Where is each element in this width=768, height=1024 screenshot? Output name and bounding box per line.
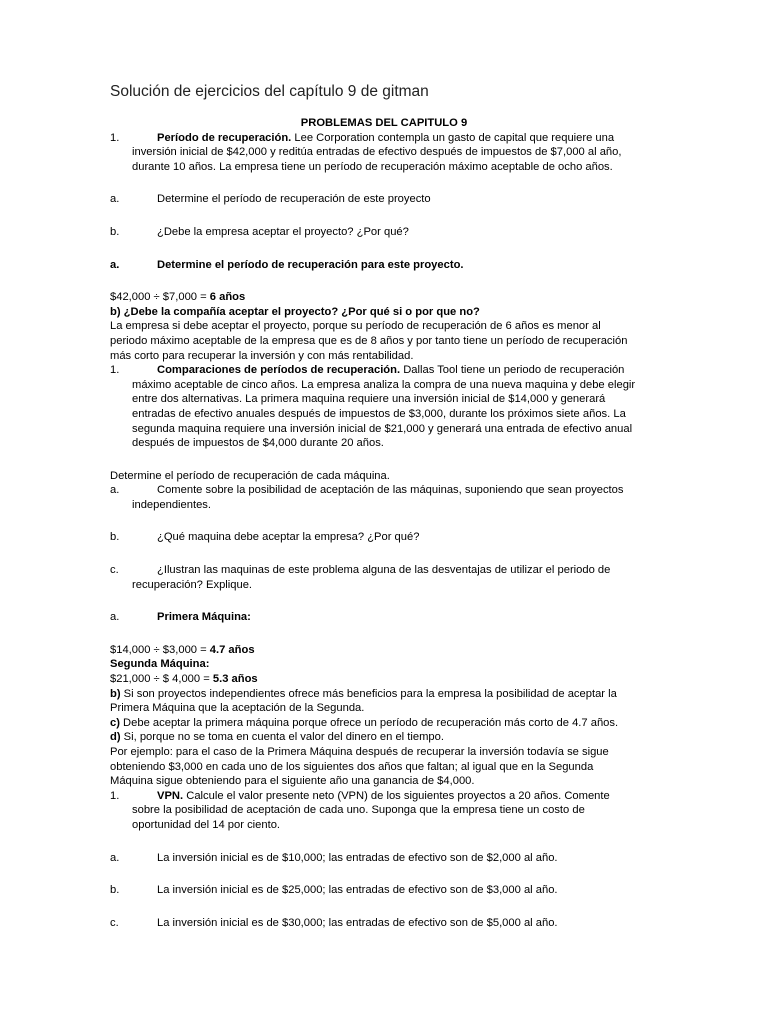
problem-1	[110, 131, 658, 175]
problem-2-instruction: Determine el período de recuperación de cada máquina.	[110, 469, 390, 482]
problem-1-line-1: Lee Corporation contempla un gasto de capital que requiere una	[291, 131, 615, 144]
answer-line-3: más corto para recuperar la inversión y con más rentabilidad.	[110, 349, 414, 362]
problem-3	[110, 789, 658, 833]
problem-2-title: Comparaciones de períodos de recuperación.	[157, 364, 401, 377]
question-text: Comente sobre la posibilidad de aceptación de las máquinas, suponiendo que sean proyectos	[157, 484, 624, 497]
problem-2-line-3: entre dos alternativas. La primera maquina requiere una inversión inicial de $14,000 y generará	[132, 393, 606, 406]
question-letter: c.	[110, 916, 119, 929]
problem-3-question-a	[110, 851, 658, 866]
question-text: La inversión inicial es de $10,000; las entradas de efectivo son de $2,000 al año.	[157, 851, 558, 864]
document-title: Solución de ejercicios del capítulo 9 de gitman	[110, 83, 429, 100]
solution-1-calculation	[110, 290, 658, 305]
problem-3-line-3: oportunidad del 14 por ciento.	[132, 818, 281, 831]
problem-3-line-2: sobre la posibilidad de aceptación de cada uno. Suponga que la empresa tiene un costo de	[132, 804, 585, 817]
problem-1-title: Período de recuperación.	[157, 131, 292, 144]
problem-2	[110, 363, 658, 451]
calculation-text: $21,000 ÷ $ 4,000 =	[110, 673, 213, 686]
calculation-result: 4.7 años	[209, 643, 255, 656]
problem-3-number: 1.	[110, 789, 120, 802]
solution-1-answer	[110, 319, 658, 363]
answer-line-2: periodo máximo aceptable de la empresa que es de 8 años y por tanto tiene un período de recuperación	[110, 334, 628, 347]
question-letter: a.	[110, 193, 120, 206]
question-letter: b.	[110, 531, 120, 544]
solution-2-calculation-1	[110, 643, 658, 658]
question-text: ¿Ilustran las maquinas de este problema alguna de las desventajas de utilizar el periodo de	[157, 564, 611, 577]
question-text: ¿Debe la empresa aceptar el proyecto? ¿Por qué?	[157, 225, 409, 238]
question-letter: a.	[110, 851, 120, 864]
problem-3-title: VPN.	[157, 789, 184, 802]
solution-2-b	[110, 687, 658, 716]
question-text: La inversión inicial es de $30,000; las entradas de efectivo son de $5,000 al año.	[157, 916, 558, 929]
problem-2-line-5: segunda maquina requiere una inversión inicial de $21,000 y generará una entrada de efectivo anual	[132, 422, 633, 435]
problem-1-line-2: inversión inicial de $42,000 y reditúa entradas de efectivo después de impuestos de $7,000 al año,	[132, 146, 622, 159]
question-letter: a.	[110, 484, 120, 497]
solution-2-a	[110, 610, 658, 625]
solution-2-c	[110, 716, 658, 731]
solution-2-second-machine: Segunda Máquina:	[110, 658, 210, 671]
answer-letter: b)	[110, 687, 121, 700]
solution-1-b-question: b) ¿Debe la compañía aceptar el proyecto? ¿Por qué si o por que no?	[110, 305, 480, 318]
problem-2-line-1: Dallas Tool tiene un periodo de recuperación	[400, 364, 625, 377]
question-letter: c.	[110, 564, 119, 577]
question-letter: b.	[110, 225, 120, 238]
calculation-text: $42,000 ÷ $7,000 =	[110, 291, 210, 304]
problem-2-line-4: entradas de efectivo anuales después de impuestos de $3,000, durante los próximos siete años. La	[132, 407, 626, 420]
answer-letter: d)	[110, 731, 121, 744]
example-line-2: obteniendo $3,000 en cada uno de los siguientes dos años que faltan; al igual que en la Segunda	[110, 760, 594, 773]
answer-letter: a.	[110, 258, 120, 271]
problem-1-line-3: durante 10 años. La empresa tiene un período de recuperación máximo aceptable de ocho años.	[132, 160, 613, 173]
calculation-text: $14,000 ÷ $3,000 =	[110, 643, 210, 656]
solution-2-d	[110, 730, 658, 745]
answer-line-2: Primera Máquina que la aceptación de la Segunda.	[110, 702, 365, 715]
answer-heading: Determine el período de recuperación para este proyecto.	[157, 258, 464, 271]
problem-2-question-a	[110, 483, 658, 512]
problem-2-question-b	[110, 530, 658, 545]
problem-3-question-c	[110, 916, 658, 931]
example-line-3: Máquina sigue obteniendo para el siguiente año una ganancia de $4,000.	[110, 775, 475, 788]
solution-2-calculation-2	[110, 672, 658, 687]
chapter-heading: PROBLEMAS DEL CAPITULO 9	[300, 117, 468, 129]
answer-line-1: Si son proyectos independientes ofrece más beneficios para la empresa la posibilidad de aceptar la	[120, 687, 617, 700]
problem-2-number: 1.	[110, 364, 120, 377]
problem-3-question-b	[110, 883, 658, 898]
calculation-result: 5.3 años	[212, 673, 258, 686]
answer-line-1: La empresa si debe aceptar el proyecto, porque su período de recuperación de 6 años es menor al	[110, 320, 601, 333]
answer-letter: c)	[110, 716, 120, 729]
document-body	[110, 116, 658, 930]
problem-1-number: 1.	[110, 131, 120, 144]
solution-2-example	[110, 745, 658, 789]
answer-letter: a.	[110, 611, 120, 624]
problem-3-line-1: Calcule el valor presente neto (VPN) de los siguientes proyectos a 20 años. Comente	[183, 789, 610, 802]
answer-heading: Primera Máquina:	[157, 611, 251, 624]
question-text: ¿Qué maquina debe aceptar la empresa? ¿Por qué?	[157, 531, 420, 544]
question-text: Determine el período de recuperación de este proyecto	[157, 193, 431, 206]
question-text-continued: recuperación? Explique.	[132, 578, 253, 591]
problem-2-question-c	[110, 563, 658, 592]
answer-text: Si, porque no se toma en cuenta el valor del dinero en el tiempo.	[120, 731, 444, 744]
solution-1-a	[110, 258, 658, 273]
question-letter: b.	[110, 884, 120, 897]
problem-2-line-2: máximo aceptable de cinco años. La empresa analiza la compra de una nueva maquina y debe elegir	[132, 378, 636, 391]
problem-1-question-b	[110, 225, 658, 240]
calculation-result: 6 años	[209, 291, 246, 304]
answer-text: Debe aceptar la primera máquina porque ofrece un período de recuperación más corto de 4.7 años.	[119, 716, 619, 729]
question-text: La inversión inicial es de $25,000; las entradas de efectivo son de $3,000 al año.	[157, 884, 558, 897]
problem-1-question-a	[110, 192, 658, 207]
question-text-continued: independientes.	[132, 498, 212, 511]
problem-2-line-6: después de impuestos de $4,000 durante 20 años.	[132, 437, 384, 450]
example-line-1: Por ejemplo: para el caso de la Primera Máquina después de recuperar la inversión todavía se sigue	[110, 746, 609, 758]
